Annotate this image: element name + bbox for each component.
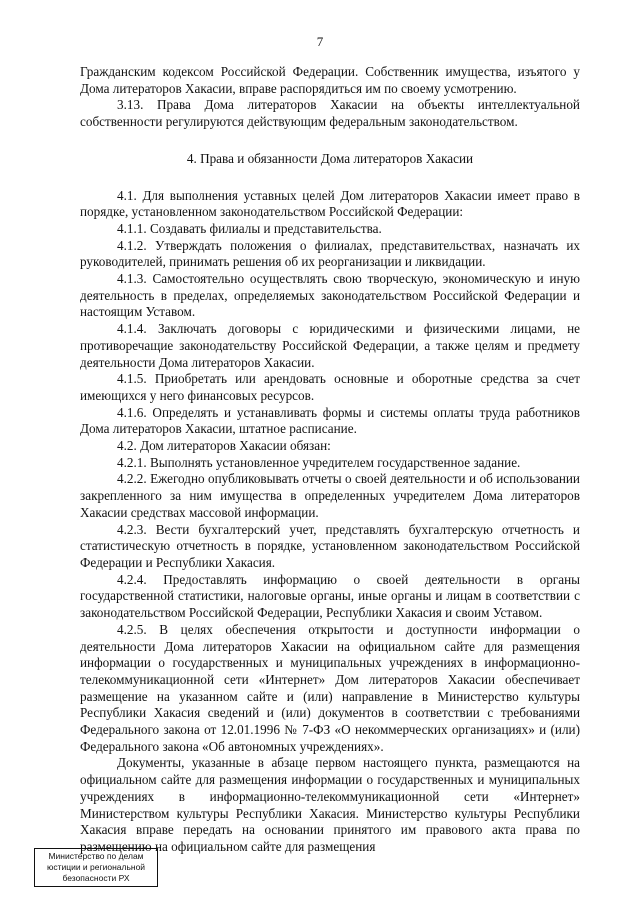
document-body xyxy=(80,64,580,856)
paragraph-4-1-5: 4.1.5. Приобретать или арендовать основные и оборотные средства за счет имеющихся у него финансовых ресурсов. xyxy=(80,371,580,403)
ministry-stamp xyxy=(34,848,158,887)
paragraph-4-1-2: 4.1.2. Утверждать положения о филиалах, представительствах, назначать их руководителей, принимать решения об их реорганизации и ликвидации. xyxy=(80,237,580,270)
paragraph-3-13: 3.13. Права Дома литераторов Хакасии на объекты интеллектуальной собственности регулируются действующим федеральным законодательством. xyxy=(80,97,580,130)
page-number: 7 xyxy=(316,34,324,49)
paragraph-4-1-4: 4.1.4. Заключать договоры с юридическими и физическими лицами, не противоречащие законодательству Российской Федерации, а также целям и предмету деятельности Дома литераторов Хакасии. xyxy=(80,321,580,370)
paragraph-4-2-2: 4.2.2. Ежегодно опубликовывать отчеты о своей деятельности и об использовании закрепленного за ним имущества в определенных учредителем Дома литераторов Хакасии средствах массовой информации. xyxy=(80,471,580,520)
stamp-line-3: безопасности РХ xyxy=(62,873,130,883)
paragraph-4-1-6: 4.1.6. Определять и устанавливать формы и системы оплаты труда работников Дома литераторов Хакасии, штатное расписание. xyxy=(80,404,580,437)
paragraph-4-2: 4.2. Дом литераторов Хакасии обязан: xyxy=(117,438,331,454)
section-title: 4. Права и обязанности Дома литераторов Хакасии xyxy=(186,150,474,166)
paragraph-4-2-1: 4.2.1. Выполнять установленное учредителем государственное задание. xyxy=(117,454,521,470)
paragraph-4-2-3: 4.2.3. Вести бухгалтерский учет, представлять бухгалтерскую отчетность и статистическую отчетность в порядке, установленном законодательством Российской Федерации и Республики Хакасия. xyxy=(80,521,580,570)
stamp-line-1: Министерство по делам xyxy=(48,851,144,861)
paragraph-intro-continuation: Гражданским кодексом Российской Федерации. Собственник имущества, изъятого у Дома литераторов Хакасии, вправе распорядиться им по своему усмотрению. xyxy=(80,64,580,96)
paragraph-4-1-3: 4.1.3. Самостоятельно осуществлять свою творческую, экономическую и иную деятельность в пределах, определяемых законодательством Российской Федерации и настоящим Уставом. xyxy=(80,271,580,320)
paragraph-4-1-1: 4.1.1. Создавать филиалы и представительства. xyxy=(117,220,382,236)
paragraph-4-1: 4.1. Для выполнения уставных целей Дом литераторов Хакасии имеет право в порядке, установленном законодательством Российской Федерации: xyxy=(80,187,580,220)
paragraph-documents: Документы, указанные в абзаце первом настоящего пункта, размещаются на официальном сайте для размещения информации о государственных и муниципальных учреждениях в информационно-телекоммуникационной сети «Интернет» Министерством культуры Республики Хакасия. Министерство культуры Республики Хакасия вправе передать на основании принятого им правового акта права по размещению на официальном сайте для размещения xyxy=(80,755,580,854)
paragraph-4-2-5: 4.2.5. В целях обеспечения открытости и доступности информации о деятельности Дома литераторов Хакасии на официальном сайте для размещения информации о государственных и муниципальных учреждениях в информационно-телекоммуникационной сети «Интернет» Дом литераторов Хакасии обеспечивает размещение на указанном сайте и (или) направление в Министерство культуры Республики Хакасия сведений и (или) документов в соответствии с требованиями Федерального закона от 12.01.1996 № 7-ФЗ «О некоммерческих организациях» и (или) Федерального закона «Об автономных учреждениях». xyxy=(80,621,580,754)
stamp-line-2: юстиции и региональной xyxy=(46,862,146,872)
paragraph-4-2-4: 4.2.4. Предоставлять информацию о своей деятельности в органы государственной статистики, налоговые органы, иные органы и лицам в соответствии с законодательством Российской Федерации, Республики Хакасия и своим Уставом. xyxy=(80,571,580,621)
